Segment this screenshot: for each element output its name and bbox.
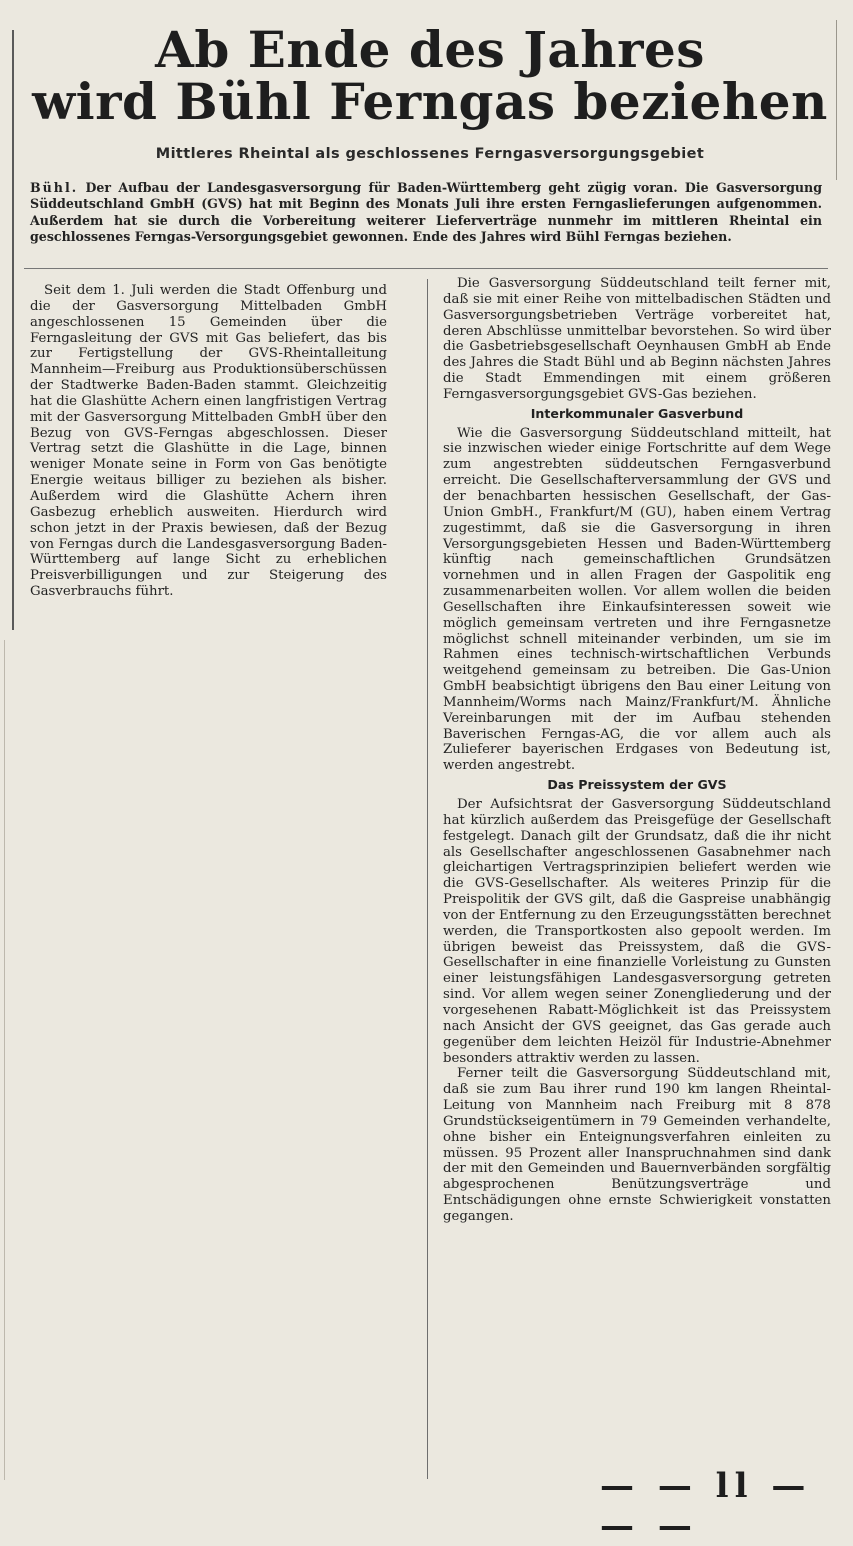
headline-line-2: wird Bühl Ferngas beziehen [32,72,828,131]
paragraph: Die Gasversorgung Süddeutschland teilt ferner mit, daß sie mit einer Reihe von mittelbadischen Städten und Gasversorgungsbetrieben Verträge vorbereitet hat, deren Abschlüsse unmittelbar bevorstehen. So wird über die Gasbetriebsgesellschaft Oeynhausen GmbH ab Ende des Jahres die Stadt Bühl und ab Beginn nächsten Jahres die Stadt Emmendingen mit einem größeren Ferngasversorgungsgebiet GVS-Gas beziehen. [443,276,831,402]
section-heading: Interkommunaler Gasverbund [530,405,744,421]
paragraph: Ferner teilt die Gasversorgung Süddeutschland mit, daß sie zum Bau ihrer rund 190 km langen Rheintal-Leitung von Mannheim nach Freiburg mit 8 878 Grundstückseigentümern in 79 Gemeinden verhandelte, ohne bisher ein Enteignungsverfahren einleiten zu müssen. 95 Prozent aller Inanspruchnahmen sind dank der mit den Gemeinden und Bauernverbänden sorgfältig abgesprochenen Benützungsverträge und Entschädigungen ohne ernste Schwierigkeit vonstatten gegangen. [443,1066,831,1224]
headline [20,20,840,131]
subheadline: Mittleres Rheintal als geschlossenes Ferngasversorgungsgebiet [155,146,705,162]
margin-rule [4,640,5,1480]
right-column [443,276,831,1225]
column-divider [427,279,428,1479]
dateline: Bühl. [30,180,79,195]
paragraph: Wie die Gasversorgung Süddeutschland mitteilt, hat sie inzwischen wieder einige Fortschritte auf dem Wege zum angestrebten süddeutschen Ferngasverbund erreicht. Die Gesellschafterversammlung der GVS und der benachbarten hessischen Gesellschaft, der Gas-Union GmbH., Frankfurt/M (GU), haben einem Vertrag zugestimmt, daß sie die Gasversorgung in ihren Versorgungsgebieten Hessen und Baden-Württemberg künftig nach gemeinschaftlichen Grundsätzen vornehmen und in allen Fragen der Gaspolitik eng zusammenarbeiten wollen. Vor allem wollen die beiden Gesellschaften ihre Einkaufsinteressen soweit wie möglich gemeinsam vertreten und ihre Ferngasnetze möglichst schnell miteinander verbinden, um sie im Rahmen eines technisch-wirtschaftlichen Verbunds weitgehend gemeinsam zu betreiben. Die Gas-Union GmbH beabsichtigt übrigens den Bau einer Leitung von Mannheim/Worms nach Mainz/Frankfurt/M. Ähnliche Vereinbarungen mit der im Aufbau stehenden Baverischen Ferngas-AG, die vor allem auch als Zulieferer bayerischen Erdgases von Bedeutung ist, werden angestrebt. [443,425,831,774]
left-column [30,283,387,600]
lead-paragraph [30,180,822,246]
paragraph: Seit dem 1. Juli werden die Stadt Offenburg und die der Gasversorgung Mittelbaden GmbH angeschlossenen 15 Gemeinden über die Ferngasleitung der GVS mit Gas beliefert, das bis zur Fertigstellung der GVS-Rheintalleitung Mannheim—Freiburg aus Produktionsüberschüssen der Stadtwerke Baden-Baden stammt. Gleichzeitig hat die Glashütte Achern einen langfristigen Vertrag mit der Gasversorgung Mittelbaden GmbH über den Bezug von GVS-Ferngas abgeschlossen. Dieser Vertrag setzt die Glashütte in die Lage, binnen weniger Monate seine in Form von Gas benötigte Energie weitaus billiger zu beziehen als bisher. Außerdem wird die Glashütte Achern ihren Gasbezug erheblich ausweiten. Hierdurch wird schon jetzt in der Praxis bewiesen, daß der Bezug von Ferngas durch die Landesgasversorgung Baden-Württemberg auf lange Sicht zu erheblichen Preisverbilligungen und zur Steigerung des Gasverbrauchs führt. [30,283,387,600]
lead-text: Der Aufbau der Landesgasversorgung für Baden-Württemberg geht zügig voran. Die Gasversorgung Süddeutschland GmbH (GVS) hat mit Beginn des Monats Juli ihre ersten Ferngaslieferungen aufgenommen. Außerdem hat sie durch die Vorbereitung weiterer Lieferverträge nunmehr im mittleren Rheintal ein geschlossenes Ferngas-Versorgungsgebiet gewonnen. Ende des Jahres wird Bühl Ferngas beziehen. [30,180,822,245]
section-heading: Das Preissystem der GVS [547,777,727,793]
paragraph: Der Aufsichtsrat der Gasversorgung Süddeutschland hat kürzlich außerdem das Preisgefüge der Gesellschaft festgelegt. Danach gilt der Grundsatz, daß die ihr nicht als Gesellschafter angeschlossenen Gasabnehmer nach gleichartigen Vertragsprinzipien beliefert werden wie die GVS-Gesellschafter. Als weiteres Prinzip für die Preispolitik der GVS gilt, daß die Gaspreise unabhängig von der Entfernung zu den Erzeugungsstätten berechnet werden, die Transportkosten also gepoolt werden. Im übrigen beweist das Preissystem, daß die GVS-Gesellschafter in eine finanzielle Vorleistung zu Gunsten einer leistungsfähigen Landesgasversorgung getreten sind. Vor allem wegen seiner Zonengliederung und der vorgesehenen Rabatt-Möglichkeit ist das Preissystem nach Ansicht der GVS geeignet, das Gas gerade auch gegenüber dem leichten Heizöl für Industrie-Abnehmer besonders attraktiv werden zu lassen. [443,797,831,1066]
next-headline-fragment: — — ll — — — [600,1466,812,1546]
lead-divider [24,268,828,269]
margin-rule [12,30,14,630]
headline-line-1: Ab Ende des Jahres [155,20,705,79]
